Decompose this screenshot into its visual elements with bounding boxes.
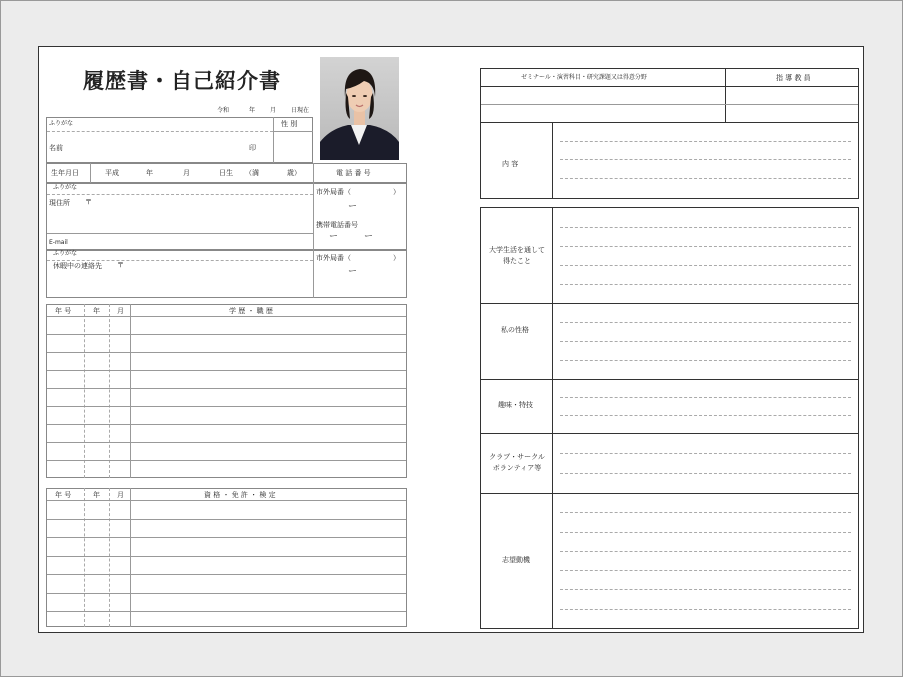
seminar-table — [480, 68, 859, 199]
seminar-advisor-divider — [725, 69, 726, 122]
pr-writing-line — [560, 609, 851, 610]
vacation-phone-divider — [313, 250, 314, 298]
birth-year: 年 — [146, 169, 153, 177]
address-label: 現住所 — [49, 199, 70, 207]
qualification-col-year: 年 — [93, 491, 100, 499]
pr-label-character: 私の性格 — [501, 326, 529, 334]
education-row-line — [47, 406, 406, 407]
pr-writing-line — [560, 570, 851, 571]
qualification-row-line — [47, 611, 406, 612]
phone-outside-label: 市外局番（ — [316, 188, 351, 196]
gender-label: 性 別 — [281, 120, 298, 128]
vacation-phone-dash: ー — [348, 267, 358, 277]
date-era: 令和 — [217, 107, 230, 114]
resume-sheet — [38, 46, 864, 633]
self-pr-divider — [552, 208, 553, 628]
education-row-line — [47, 334, 406, 335]
date-month: 月 — [270, 107, 277, 114]
vacation-label: 休暇中の連絡先 — [53, 262, 102, 270]
seminar-content-label: 内 容 — [502, 160, 519, 168]
qualification-col-month: 月 — [117, 491, 124, 499]
education-row-line — [47, 424, 406, 425]
seminar-content-line-3 — [560, 178, 851, 179]
phone-header: 電 話 番 号 — [336, 169, 371, 177]
qualification-col-line-month — [130, 488, 131, 627]
pr-label-university: 大学生活を通して 得たこと — [489, 246, 545, 265]
pr-writing-line — [560, 284, 851, 285]
applicant-photo — [320, 57, 399, 160]
phone-outside-dash: ー — [348, 202, 358, 212]
email-label: E-mail — [49, 239, 68, 246]
education-row-line — [47, 316, 406, 317]
birth-label: 生年月日 — [51, 169, 79, 177]
birth-month: 月 — [183, 169, 190, 177]
qualification-col-era: 年 号 — [55, 491, 72, 499]
qualification-table — [46, 488, 407, 627]
pr-label-club: クラブ・サークル ボランティア等 — [489, 453, 545, 472]
self-pr-table — [480, 207, 859, 629]
seminar-header: ゼミナール・演習科目・研究課題又は得意分野 — [521, 74, 647, 81]
address-phone-divider — [313, 183, 314, 250]
education-row-line — [47, 370, 406, 371]
qualification-row-line — [47, 574, 406, 575]
pr-writing-line — [560, 473, 851, 474]
pr-writing-line — [560, 512, 851, 513]
phone-header-divider — [313, 163, 314, 183]
vacation-furigana: ふりがな — [53, 250, 78, 257]
furigana-divider — [47, 131, 273, 132]
education-row-line — [47, 460, 406, 461]
education-col-line-year — [109, 304, 110, 478]
education-col-line-era — [84, 304, 85, 478]
pr-label-hobby: 趣味・特技 — [498, 401, 533, 409]
pr-writing-line — [560, 551, 851, 552]
pr-row-line-3 — [481, 433, 858, 434]
qualification-col-line-era — [84, 488, 85, 627]
pr-writing-line — [560, 360, 851, 361]
gender-divider — [273, 117, 274, 163]
pr-row-line-1 — [481, 303, 858, 304]
education-table — [46, 304, 407, 478]
pr-writing-line — [560, 265, 851, 266]
qualification-row-line — [47, 500, 406, 501]
education-col-line-month — [130, 304, 131, 478]
mobile-dash-1: ー — [329, 232, 339, 242]
advisor-header: 指 導 教 員 — [776, 74, 811, 82]
birth-era: 平成 — [105, 169, 119, 177]
pr-writing-line — [560, 227, 851, 228]
seminar-header-line — [481, 86, 858, 87]
seminar-content-line-2 — [560, 159, 851, 160]
phone-outside-close: ） — [393, 188, 400, 196]
education-row-line — [47, 352, 406, 353]
education-col-year: 年 — [93, 307, 100, 315]
date-year: 年 — [249, 107, 256, 114]
pr-writing-line — [560, 246, 851, 247]
address-postal: 〒 — [85, 198, 92, 206]
pr-label-motivation: 志望動機 — [502, 556, 530, 564]
vacation-furigana-line — [47, 260, 313, 261]
address-furigana-line — [47, 194, 313, 195]
education-row-line — [47, 388, 406, 389]
birth-age-close: 歳） — [287, 169, 301, 177]
seminar-row-line-2 — [481, 122, 858, 123]
mobile-dash-2: ー — [364, 232, 374, 242]
pr-writing-line — [560, 453, 851, 454]
seal-label: 印 — [249, 144, 256, 152]
seminar-content-divider — [552, 122, 553, 198]
qualification-col-title: 資 格 ・ 免 許 ・ 検 定 — [204, 491, 276, 499]
vacation-phone-label: 市外局番（ — [316, 254, 351, 262]
education-col-title: 学 歴 ・ 職 歴 — [229, 307, 273, 315]
pr-writing-line — [560, 397, 851, 398]
pr-row-line-2 — [481, 379, 858, 380]
pr-writing-line — [560, 415, 851, 416]
pr-writing-line — [560, 532, 851, 533]
date-suffix: 日現在 — [291, 107, 310, 114]
education-col-month: 月 — [117, 307, 124, 315]
vacation-postal: 〒 — [117, 261, 124, 269]
birth-day: 日生 — [219, 169, 233, 177]
gender-header-line — [273, 131, 313, 132]
name-label: 名前 — [49, 144, 63, 152]
qualification-row-line — [47, 593, 406, 594]
pr-writing-line — [560, 341, 851, 342]
pr-row-line-4 — [481, 493, 858, 494]
education-col-era: 年 号 — [55, 307, 72, 315]
page-title: 履歴書・自己紹介書 — [83, 69, 281, 93]
qualification-col-line-year — [109, 488, 110, 627]
pr-writing-line — [560, 322, 851, 323]
address-furigana: ふりがな — [53, 184, 78, 191]
name-furigana-label: ふりがな — [49, 120, 74, 127]
pr-writing-line — [560, 589, 851, 590]
qualification-row-line — [47, 519, 406, 520]
vacation-phone-close: ） — [393, 254, 400, 262]
qualification-row-line — [47, 556, 406, 557]
qualification-row-line — [47, 537, 406, 538]
seminar-content-line-1 — [560, 141, 851, 142]
seminar-row-line-1 — [481, 104, 858, 105]
birth-age-open: （満 — [245, 169, 259, 177]
education-row-line — [47, 442, 406, 443]
email-divider — [47, 233, 313, 234]
birth-divider — [90, 163, 91, 183]
mobile-label: 携帯電話番号 — [316, 221, 358, 229]
